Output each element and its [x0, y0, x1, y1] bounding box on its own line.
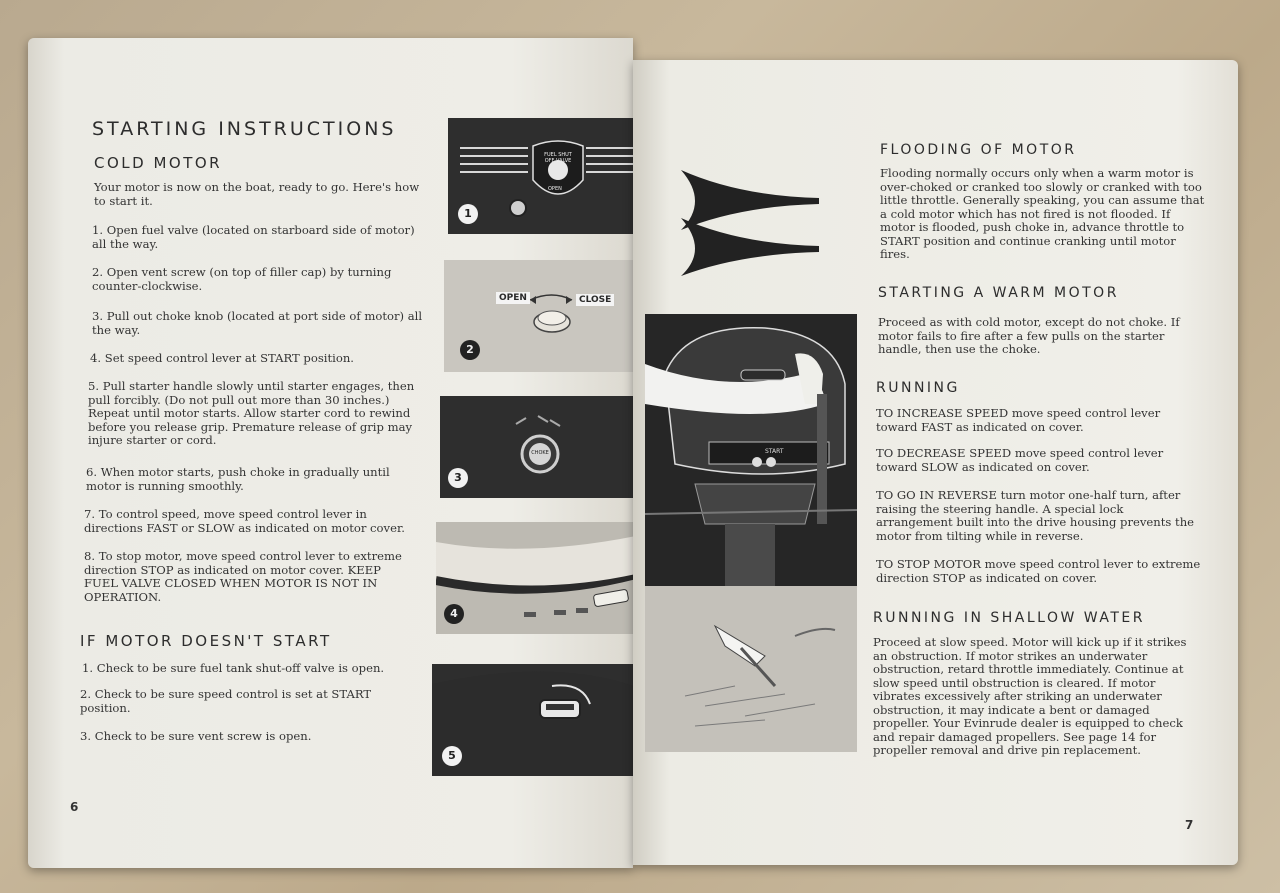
flooding-text: Flooding normally occurs only when a warm motor is over-choked or cranked too slowly or cranked with too little throttle. Generally speaking, you can assume that a cold motor which has not fired is not flooded. If motor is flooded, push choke in, advance throttle to START position and continue cranking until motor fires. [880, 166, 1205, 261]
page-number-left: 6 [70, 800, 79, 814]
warm-motor-heading: STARTING A WARM MOTOR [878, 285, 1119, 301]
step-1: 1. Open fuel valve (located on starboard side of motor) all the way. [92, 223, 415, 251]
open-label: OPEN [496, 292, 530, 304]
figure-2-vent-screw [444, 260, 640, 372]
fuel-valve-label: FUEL SHUT OFF VALVE [544, 152, 572, 164]
figure-3-choke-knob [440, 396, 638, 498]
figure-4-speed-lever [436, 522, 636, 634]
running-stop: TO STOP MOTOR move speed control lever to extreme direction STOP as indicated on cover. [876, 557, 1201, 585]
shallow-water-sketch [645, 586, 857, 752]
figure-1-fuel-valve [448, 118, 638, 234]
running-heading: RUNNING [876, 380, 960, 396]
shallow-water-heading: RUNNING IN SHALLOW WATER [873, 610, 1145, 626]
choke-knob-illustration [440, 396, 638, 498]
step-7: 7. To control speed, move speed control lever in directions FAST or SLOW as indicated on motor cover. [84, 507, 405, 535]
motor-starting-illustration [645, 314, 857, 586]
cold-motor-heading: COLD MOTOR [94, 154, 223, 172]
page-number-right: 7 [1185, 818, 1194, 832]
fuel-valve-open-label: OPEN [548, 186, 562, 192]
running-increase: TO INCREASE SPEED move speed control lever toward FAST as indicated on cover. [876, 406, 1161, 434]
check-2: 2. Check to be sure speed control is set at START position. [80, 687, 372, 715]
shallow-water-text: Proceed at slow speed. Motor will kick up if it strikes an obstruction. If motor strikes an underwater obstruction, retard throttle immediately. Continue at slow speed until obstruction is cleared. If motor vibrates excessively after striking an underwater obstruction, it may indicate a bent or damaged propeller. Your Evinrude dealer is equipped to check and repair damaged propellers. See page 14 for propeller removal and drive pin replacement. [873, 635, 1187, 757]
figure-5-starter-handle [432, 664, 634, 776]
right-page [633, 60, 1238, 865]
choke-label: CHOKE [531, 450, 549, 456]
intro-text: Your motor is now on the boat, ready to go. Here's how to start it. [94, 180, 420, 208]
check-1: 1. Check to be sure fuel tank shut-off valve is open. [82, 661, 385, 675]
doesnt-start-heading: IF MOTOR DOESN'T START [80, 632, 332, 650]
page-title: STARTING INSTRUCTIONS [92, 118, 397, 140]
flooding-heading: FLOODING OF MOTOR [880, 142, 1077, 158]
check-3: 3. Check to be sure vent screw is open. [80, 729, 312, 743]
step-2: 2. Open vent screw (on top of filler cap) by turning counter-clockwise. [92, 265, 392, 293]
speed-lever-illustration [436, 522, 636, 634]
booklet [28, 38, 1238, 868]
step-5: 5. Pull starter handle slowly until starter engages, then pull forcibly. (Do not pull out more than 30 inches.) Repeat until motor starts. Allow starter cord to rewind before you release grip. Premature release of grip may injure starter or cord. [88, 379, 415, 447]
motor-photo [645, 314, 857, 586]
propeller-kickup-illustration [645, 586, 857, 752]
figure-5-number: 5 [442, 746, 462, 766]
step-4: 4. Set speed control lever at START position. [90, 351, 354, 365]
figure-3-number: 3 [448, 468, 468, 488]
evinrude-logo-mark [679, 168, 829, 278]
running-decrease: TO DECREASE SPEED move speed control lever toward SLOW as indicated on cover. [876, 446, 1164, 474]
step-6: 6. When motor starts, push choke in gradually until motor is running smoothly. [86, 465, 390, 493]
left-page [28, 38, 633, 868]
running-reverse: TO GO IN REVERSE turn motor one-half turn, after raising the steering handle. A special lock arrangement built into the drive housing prevents the motor from tilting while in reverse. [876, 488, 1195, 543]
start-marking: START [765, 448, 784, 455]
close-label: CLOSE [576, 294, 614, 306]
step-3: 3. Pull out choke knob (located at port side of motor) all the way. [92, 309, 423, 337]
step-8: 8. To stop motor, move speed control lever to extreme direction STOP as indicated on motor cover. KEEP FUEL VALVE CLOSED WHEN MOTOR IS NOT IN OPERATION. [84, 549, 402, 604]
figure-4-number: 4 [444, 604, 464, 624]
figure-2-number: 2 [460, 340, 480, 360]
figure-1-number: 1 [458, 204, 478, 224]
warm-motor-text: Proceed as with cold motor, except do not choke. If motor fails to fire after a few pulls on the starter handle, then use the choke. [878, 315, 1180, 356]
starter-handle-illustration [432, 664, 634, 776]
